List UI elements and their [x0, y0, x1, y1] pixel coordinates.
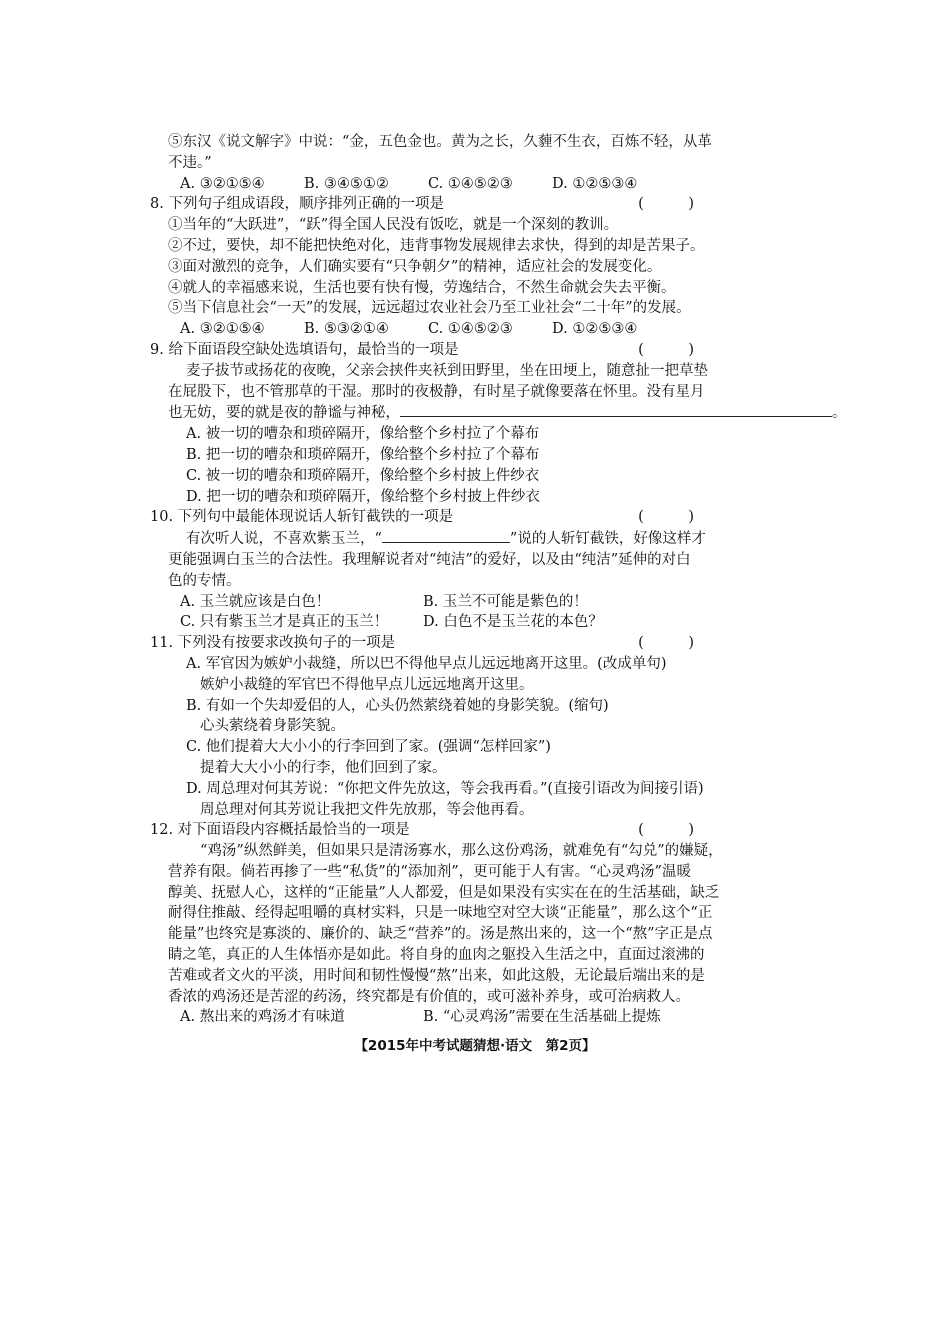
q10-options-row1 — [150, 592, 720, 613]
q7-item-5-line2: 不违。” — [168, 154, 212, 171]
q11-option-a[interactable]: A. 军官因为嫉妒小裁缝，所以巴不得他早点儿远远地离开这里。(改成单句) — [186, 655, 667, 672]
q11-answer-paren[interactable]: ( ) — [638, 635, 714, 652]
q10-option-d[interactable]: D. 白色不是玉兰花的本色？ — [423, 614, 603, 631]
q8-options — [150, 319, 720, 340]
q12-passage-line: 苦难或者文火的平淡，用时间和韧性慢慢“熬”出来，如此这般，无论最后端出来的是 — [168, 967, 705, 984]
q12-passage — [150, 841, 723, 1007]
q8-item-1: ①当年的“大跃进”，“跃”得全国人民没有饭吃，就是一个深刻的教训。 — [168, 217, 619, 234]
q10-option-c[interactable]: C. 只有紫玉兰才是真正的玉兰！ — [180, 614, 389, 631]
q11-stem-text: 11. 下列没有按要求改换句子的一项是 — [150, 635, 396, 652]
q12-option-b[interactable]: B. “心灵鸡汤”需要在生活基础上提炼 — [423, 1009, 661, 1026]
q8-item-2: ②不过，要快，却不能把快绝对化，违背事物发展规律去求快，得到的却是苦果子。 — [168, 237, 705, 254]
q9-stem — [150, 340, 720, 361]
q9-passage-line2: 在屁股下，也不管那草的干湿。那时的夜极静，有时星子就像要落在怀里。没有星月 — [168, 383, 705, 400]
q11-option-d[interactable]: D. 周总理对何其芳说：“你把文件先放这，等会我再看。”(直接引语改为间接引语) — [186, 780, 704, 797]
q10-passage-line1-post: ”说的人斩钉截铁，好像这样才 — [509, 531, 706, 548]
q7-option-b[interactable]: B. ③④⑤①② — [304, 175, 389, 192]
q10-passage-line1 — [150, 528, 720, 550]
q7-option-a[interactable]: A. ③②①⑤④ — [180, 175, 265, 192]
q10-answer-paren[interactable]: ( ) — [638, 509, 714, 526]
q9-passage-end: 。 — [832, 405, 847, 422]
q8-item-4: ④就人的幸福感来说，生活也要有快有慢，劳逸结合，不然生命就会失去平衡。 — [168, 279, 676, 296]
q10-option-b[interactable]: B. 玉兰不可能是紫色的！ — [423, 593, 588, 610]
q12-stem — [150, 820, 720, 841]
q10-stem — [150, 507, 720, 528]
q8-item-3: ③面对激烈的竞争，人们确实要有“只争朝夕”的精神，适应社会的发展变化。 — [168, 258, 662, 275]
q12-passage-line: 能量”也终究是寡淡的、廉价的、缺乏“营养”的。汤是熬出来的，这一个“熬”字正是点 — [168, 926, 713, 943]
q12-passage-line: 香浓的鸡汤还是苦涩的药汤，终究都是有价值的，或可滋补养身，或可治病救人。 — [168, 988, 690, 1005]
q10-options-row2 — [150, 612, 720, 633]
q8-stem — [150, 194, 720, 215]
q12-passage-line: “鸡汤”纵然鲜美，但如果只是清汤寡水，那么这份鸡汤，就难免有“勾兑”的嫌疑， — [200, 843, 723, 860]
q12-passage-line: 耐得住推敲、经得起咀嚼的真材实料，只是一味地空对空大谈“正能量”，那么这个“正 — [168, 905, 713, 922]
q8-answer-paren[interactable]: ( ) — [638, 196, 714, 213]
q12-passage-line: 睛之笔，真正的人生体悟亦是如此。将自身的血肉之躯投入生活之中，直面过滚沸的 — [168, 947, 705, 964]
q12-passage-line: 营养有限。倘若再掺了一些“私货”的“添加剂”，更可能于人有害。“心灵鸡汤”温暖 — [168, 863, 691, 880]
q8-stem-text: 8. 下列句子组成语段，顺序排列正确的一项是 — [150, 196, 444, 213]
q9-passage-line3-text: 也无妨，要的就是夜的静谧与神秘， — [168, 405, 400, 422]
q12-passage-line: 醇美、抚慰人心，这样的“正能量”人人都爱，但是如果没有实实在在的生活基础，缺乏 — [168, 884, 720, 901]
q11-option-b[interactable]: B. 有如一个失却爱侣的人，心头仍然萦绕着她的身影笑貌。(缩句) — [186, 697, 609, 714]
q12-option-a[interactable]: A. 熬出来的鸡汤才有味道 — [180, 1009, 345, 1026]
q12-answer-paren[interactable]: ( ) — [638, 822, 714, 839]
q9-option-c[interactable]: C. 被一切的嘈杂和琐碎隔开，像给整个乡村披上件纱衣 — [186, 467, 540, 484]
q9-option-d[interactable]: D. 把一切的嘈杂和琐碎隔开，像给整个乡村披上件纱衣 — [186, 488, 540, 505]
q9-stem-text: 9. 给下面语段空缺处选填语句，最恰当的一项是 — [150, 341, 459, 358]
q11-option-a-rewrite: 嫉妒小裁缝的军官巴不得他早点儿远远地离开这里。 — [200, 676, 534, 693]
q9-option-a[interactable]: A. 被一切的嘈杂和琐碎隔开，像给整个乡村拉了个幕布 — [186, 426, 540, 443]
q9-answer-paren[interactable]: ( ) — [638, 341, 714, 358]
q10-option-a[interactable]: A. 玉兰就应该是白色！ — [180, 593, 331, 610]
q11-option-b-rewrite: 心头萦绕着身影笑貌。 — [200, 718, 345, 735]
q10-passage-line2: 更能强调白玉兰的合法性。我理解说者对“纯洁”的爱好，以及由“纯洁”延伸的对白 — [168, 551, 691, 568]
q11-option-c-rewrite: 提着大大小小的行李，他们回到了家。 — [200, 759, 447, 776]
q12-options-row1 — [150, 1007, 720, 1028]
q8-option-d[interactable]: D. ①②⑤③④ — [552, 321, 638, 338]
q8-option-a[interactable]: A. ③②①⑤④ — [180, 321, 265, 338]
q12-stem-text: 12. 对下面语段内容概括最恰当的一项是 — [150, 822, 410, 839]
q9-fill-blank[interactable] — [400, 402, 832, 417]
q7-item-5-line1: ⑤东汉《说文解字》中说：“金，五色金也。黄为之长，久薶不生衣，百炼不轻，从革 — [168, 134, 712, 150]
q7-option-d[interactable]: D. ①②⑤③④ — [552, 175, 638, 192]
q10-passage-line3: 色的专情。 — [168, 572, 241, 589]
q11-option-d-rewrite: 周总理对何其芳说让我把文件先放那，等会他再看。 — [200, 801, 534, 818]
q10-fill-blank[interactable] — [382, 528, 510, 543]
q8-item-5: ⑤当下信息社会“一天”的发展，远远超过农业社会乃至工业社会“二十年”的发展。 — [168, 300, 691, 317]
q7-option-c[interactable]: C. ①④⑤②③ — [428, 175, 513, 192]
q9-option-b[interactable]: B. 把一切的嘈杂和琐碎隔开，像给整个乡村拉了个幕布 — [186, 446, 540, 463]
q10-passage-line1-pre: 有次听人说，不喜欢紫玉兰，“ — [186, 531, 382, 548]
q11-stem — [150, 633, 720, 654]
q11-option-c[interactable]: C. 他们提着大大小小的行李回到了家。(强调“怎样回家”) — [186, 739, 551, 756]
exam-page — [150, 132, 847, 1028]
q8-option-b[interactable]: B. ⑤③②①④ — [304, 321, 389, 338]
q10-stem-text: 10. 下列句中最能体现说话人斩钉截铁的一项是 — [150, 509, 454, 526]
q9-passage-line1: 麦子拔节或扬花的夜晚，父亲会挟件夹袄到田野里，坐在田埂上，随意扯一把草垫 — [186, 362, 708, 379]
page-footer: 【2015年中考试题猜想·语文 第2页】 — [354, 1038, 596, 1054]
q9-passage-line3 — [150, 402, 847, 424]
q8-option-c[interactable]: C. ①④⑤②③ — [428, 321, 513, 338]
q7-options — [150, 174, 720, 195]
